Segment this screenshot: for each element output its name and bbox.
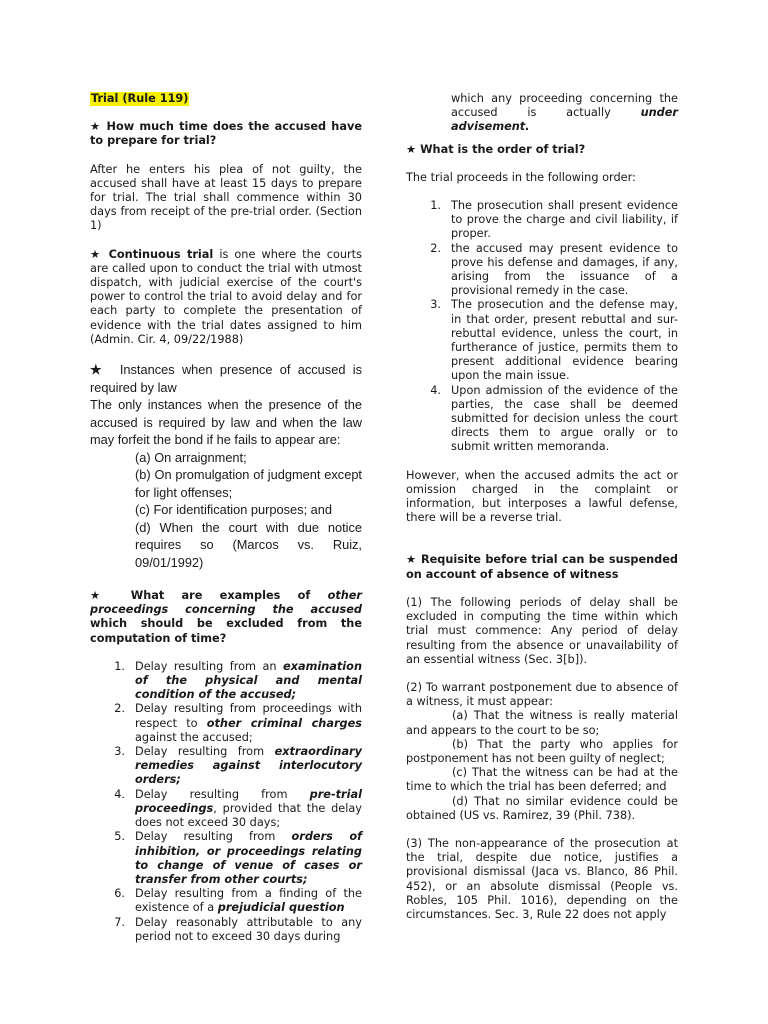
answer-prep-time: After he enters his plea of not guilty, the accused shall have at least 15 days to prepare for trial. The trial shall commence within 30 days from receipt of the pre-trial order. (Section 1): [90, 162, 362, 233]
presence-intro: The only instances when the presence of the accused is required by law and when the law may forfeit the bond if he fails to appear are:: [90, 397, 362, 448]
list-item: 3. Delay resulting from extraordinary remedies against interlocutory orders;: [114, 745, 362, 787]
list-item: 4. Delay resulting from pre-trial proceedings, provided that the delay does not exceed 30 days;: [114, 787, 362, 830]
reverse-trial-note: However, when the accused admits the act or omission charged in the complaint or information, but interposes a lawful defense, there will be a reverse trial.: [406, 468, 678, 525]
section-title: [90, 92, 362, 106]
star-icon: ★: [406, 553, 417, 567]
question-prep-time: ★ How much time does the accused have to prepare for trial?: [90, 120, 362, 148]
star-icon: ★: [90, 120, 102, 134]
star-icon: ★: [90, 362, 106, 378]
requisite-b: (b) That the party who applies for postponement has not been guilty of neglect;: [406, 737, 678, 765]
requisite-c: (c) That the witness can be had at the time to which the trial has been deferred; and: [406, 766, 678, 794]
presence-item-a: (a) On arraignment;: [135, 449, 247, 465]
presence-item-d: (d) When the court with due notice requires so (Marcos vs. Ruiz, 09/01/1992): [135, 519, 362, 570]
star-icon: ★: [406, 142, 417, 156]
paragraph-1: (1) The following periods of delay shall be excluded in computing the time within which trial must commence: Any period of delay resulting from the absence or unavailability of an essential witness (Sec. 3[b]).: [406, 595, 678, 666]
paragraph-2: (2) To warrant postponement due to absence of a witness, it must appear: (a) That the witness is really material and appears to the court to be so; (b) That the party who applies for postponement has not been guilty of neglect; (c) That the witness can be had at the time to which the trial has been deferred; and (d) That no similar evidence could be obtained (US vs. Ramirez, 39 (Phil. 738).: [406, 680, 678, 822]
title-highlight: Trial (Rule 119): [91, 92, 189, 105]
delay-list: [90, 660, 362, 944]
list-item-continued: which any proceeding concerning the accused is actually under advisement.: [451, 92, 678, 134]
list-item: 5. Delay resulting from orders of inhibition, or proceedings relating to change of venue of cases or transfer from other courts;: [114, 830, 362, 886]
presence-heading: ★ Instances when presence of accused is required by law: [90, 362, 362, 395]
continued-list: [406, 92, 678, 135]
star-icon: ★: [90, 589, 114, 603]
paragraph-3: (3) The non-appearance of the prosecution at the trial, despite due notice, justifies a provisional dismissal (Jaca vs. Blanco, 86 Phil. 452), or an absolute dismissal (People vs. Robles, 105 Phil. 1016), depending on the circumstances. Sec. 3, Rule 22 does not apply: [406, 836, 678, 921]
list-item: 1. Delay resulting from an examination of the physical and mental condition of the accused;: [114, 659, 362, 702]
order-intro: The trial proceeds in the following order:: [406, 170, 636, 184]
list-item: 1. The prosecution shall present evidence to prove the charge and civil liability, if proper.: [430, 199, 678, 241]
left-column: [90, 92, 362, 944]
presence-item-c: (c) For identification purposes; and: [135, 502, 333, 518]
presence-section: [90, 361, 362, 571]
star-icon: ★: [90, 247, 103, 261]
right-column: [406, 92, 678, 922]
continuous-trial-term: Continuous trial: [108, 247, 214, 261]
continuous-trial-definition: ★ Continuous trial is one where the courts are called upon to conduct the trial with utmost dispatch, with judicial exercise of the court's power to control the trial to avoid delay and for each party to complete the presentation of evidence with the trial dates assigned to him (Admin. Cir. 4, 09/22/1988): [90, 247, 362, 346]
question-order-of-trial: ★ What is the order of trial?: [406, 142, 586, 156]
question-suspension: ★ Requisite before trial can be suspended on account of absence of witness: [406, 553, 678, 581]
list-item: 3. The prosecution and the defense may, in that order, present rebuttal and sur-rebuttal evidence, unless the court, in furtherance of justice, permits them to present additional evidence bearing upon the main issue.: [430, 298, 678, 383]
order-list: [406, 199, 678, 455]
list-item: 7. Delay reasonably attributable to any period not to exceed 30 days during: [114, 915, 362, 943]
requisite-d: (d) That no similar evidence could be obtained (US vs. Ramirez, 39 (Phil. 738).: [406, 794, 678, 822]
list-item: 6. Delay resulting from a finding of the existence of a prejudicial question: [114, 887, 362, 915]
requisite-a: (a) That the witness is really material and appears to the court to be so;: [406, 709, 678, 737]
list-item: 2. Delay resulting from proceedings with respect to other criminal charges against the accused;: [114, 702, 362, 744]
presence-item-b: (b) On promulgation of judgment except for light offenses;: [135, 467, 362, 500]
question-other-proceedings: ★ What are examples of other proceedings concerning the accused which should be excluded from the computation of time?: [90, 589, 362, 645]
list-item: 4. Upon admission of the evidence of the parties, the case shall be deemed submitted for decision unless the court directs them to argue orally or to submit written memoranda.: [430, 383, 678, 454]
list-item: 2. the accused may present evidence to prove his defense and damages, if any, arising from the issuance of a provisional remedy in the case.: [430, 241, 678, 298]
